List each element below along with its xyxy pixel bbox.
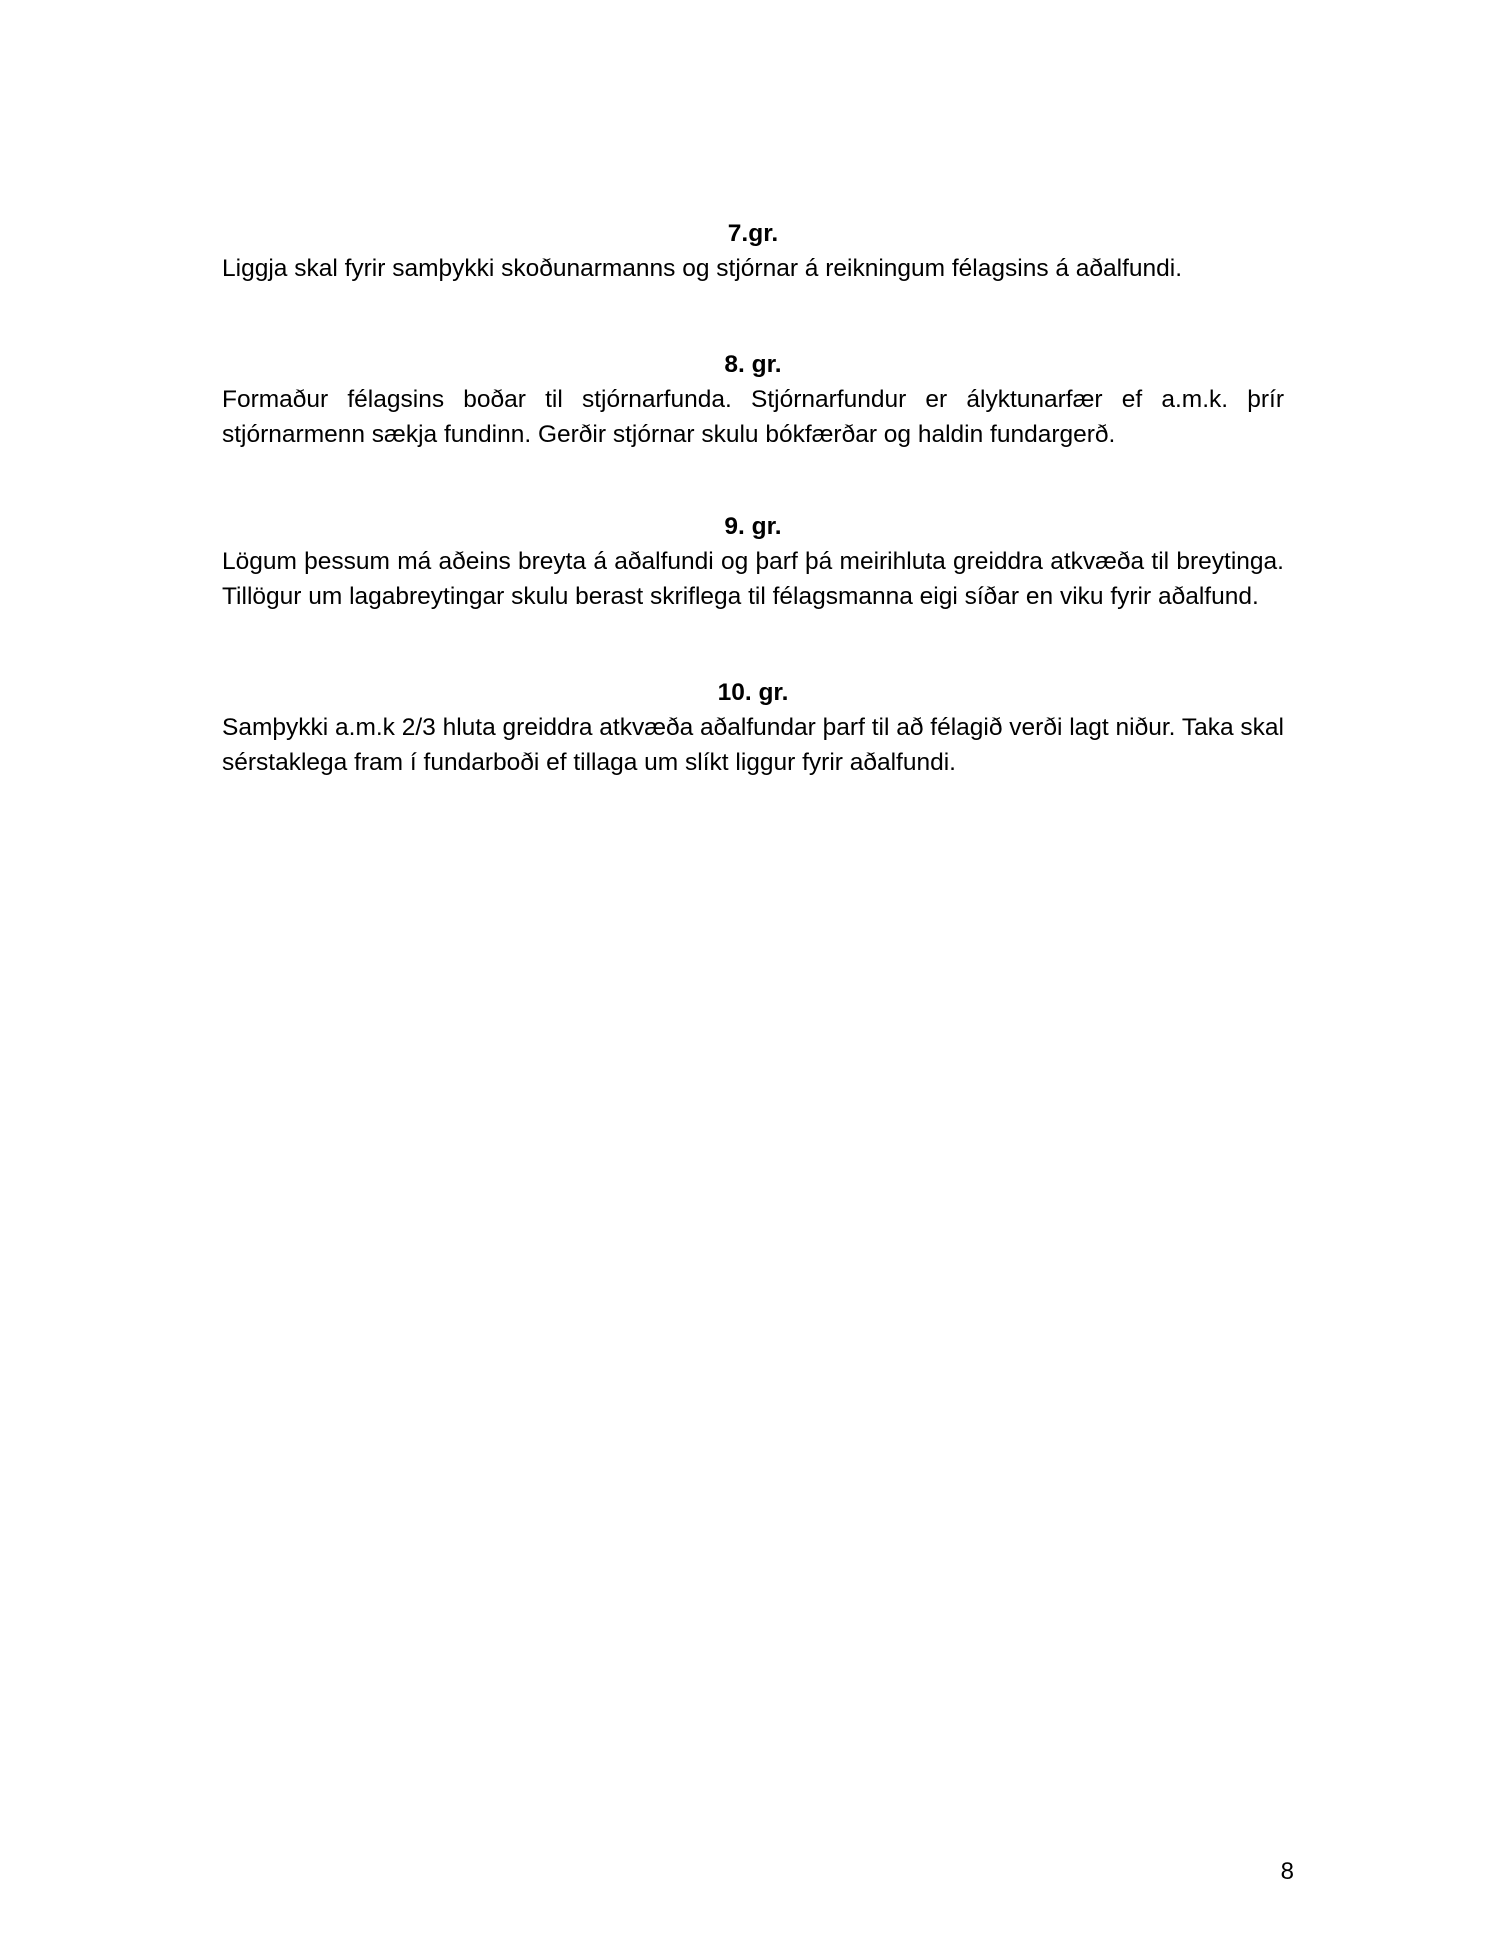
- section-8: [222, 349, 1284, 453]
- section-heading-9: 9. gr.: [724, 513, 782, 540]
- section-text-7: Liggja skal fyrir samþykki skoðunarmanns og stjórnar á reikningum félagsins á aðalfundi.: [222, 255, 1183, 283]
- section-text-8: Formaður félagsins boðar til stjórnarfunda. Stjórnarfundur er ályktunarfær ef a.m.k. þrír stjórnarmenn sækja fundinn. Gerðir stjórnar skulu bókfærðar og haldin fundargerð.: [222, 386, 1284, 449]
- section-text-9: Lögum þessum má aðeins breyta á aðalfundi og þarf þá meirihluta greiddra atkvæða til breytinga. Tillögur um lagabreytingar skulu berast skriflega til félagsmanna eigi síðar en viku fyrir aðalfund.: [222, 548, 1284, 611]
- spacer: [222, 615, 1284, 677]
- section-10: [222, 677, 1284, 781]
- spacer: [222, 287, 1284, 349]
- section-heading-10: 10. gr.: [717, 678, 789, 706]
- page-number: 8: [1280, 1858, 1294, 1885]
- section-9: [222, 511, 1284, 615]
- section-heading-7: 7.gr.: [727, 220, 779, 247]
- section-text-10: Samþykki a.m.k 2/3 hluta greiddra atkvæða aðalfundar þarf til að félagið verði lagt niður. Taka skal sérstaklega fram í fundarboði ef tillaga um slíkt liggur fyrir aðalfundi.: [222, 714, 1284, 776]
- document-body: [222, 218, 1284, 781]
- spacer: [222, 453, 1284, 511]
- section-7: [222, 218, 1284, 287]
- section-heading-8: 8. gr.: [724, 351, 782, 379]
